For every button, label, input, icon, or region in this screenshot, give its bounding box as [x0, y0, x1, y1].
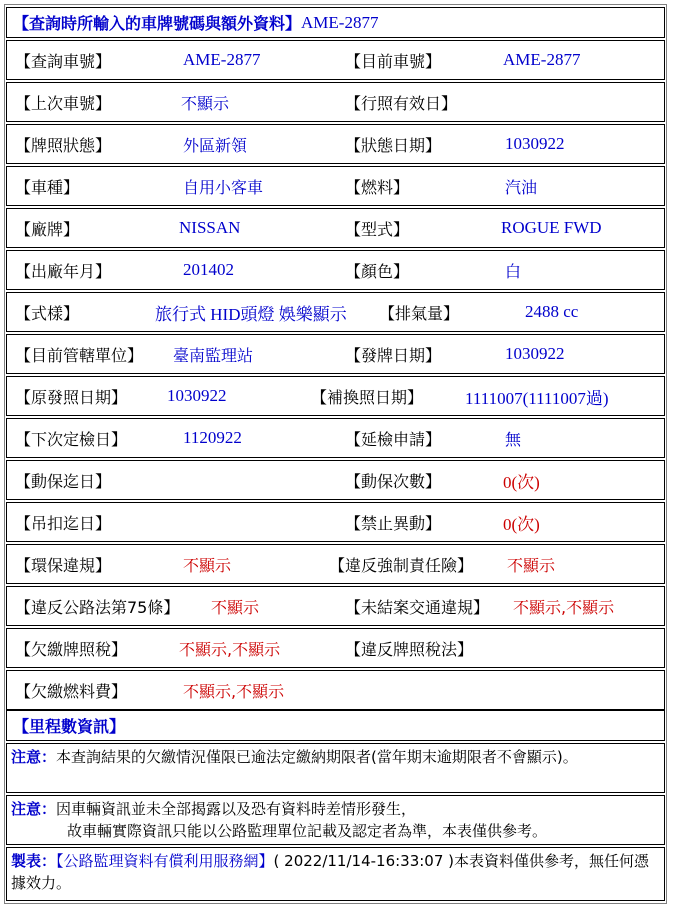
info-row	[6, 670, 665, 710]
field-label: 【上次車號】	[15, 93, 112, 113]
field-label: 【未結案交通違規】	[345, 597, 490, 617]
field-label: 【補換照日期】	[311, 387, 424, 407]
field-label: 【出廠年月】	[15, 261, 112, 281]
field-label: 【排氣量】	[379, 303, 460, 323]
field-label: 【違反牌照稅法】	[345, 639, 474, 659]
field-label: 【禁止異動】	[345, 513, 442, 533]
field-value: 不顯示	[183, 555, 232, 575]
field-label: 【式樣】	[15, 303, 80, 323]
field-value: 1030922	[167, 386, 227, 405]
note-1-key: 注意：	[11, 748, 57, 766]
info-row	[6, 418, 665, 458]
field-label: 【牌照狀態】	[15, 135, 112, 155]
note-2-line1: 因車輛資訊並未全部揭露以及恐有資料時差情形發生，	[56, 800, 417, 818]
note-3-key: 製表：	[11, 852, 57, 870]
field-value: 汽油	[505, 177, 538, 197]
field-label: 【型式】	[345, 219, 410, 239]
field-label: 【車種】	[15, 177, 80, 197]
note-3-timestamp: ( 2022/11/14-16:33:07 )	[273, 852, 455, 870]
info-row	[6, 82, 665, 122]
field-label: 【狀態日期】	[345, 135, 442, 155]
field-value: 不顯示,不顯示	[183, 681, 285, 701]
note-2-key: 注意：	[11, 800, 57, 818]
field-label: 【吊扣迄日】	[15, 513, 112, 533]
info-row	[6, 124, 665, 164]
field-value: 不顯示,不顯示	[179, 639, 281, 659]
field-value: 1120922	[183, 428, 242, 447]
info-row	[6, 208, 665, 248]
info-row	[6, 334, 665, 374]
field-value: 自用小客車	[183, 177, 264, 197]
field-value: 白	[505, 261, 522, 281]
field-label: 【查詢車號】	[15, 51, 112, 71]
field-value: 不顯示	[507, 555, 556, 575]
info-row	[6, 250, 665, 290]
note-3	[6, 847, 665, 901]
header-plate: AME-2877	[301, 12, 379, 32]
field-value: 201402	[183, 260, 234, 279]
field-value: NISSAN	[179, 218, 241, 237]
note-1	[6, 743, 665, 793]
note-2	[6, 795, 665, 845]
field-value: ROGUE FWD	[501, 218, 602, 237]
field-label: 【動保次數】	[345, 471, 442, 491]
field-value: 不顯示,不顯示	[513, 597, 615, 617]
note-3-source: 【公路監理資料有償利用服務網】	[56, 852, 274, 870]
info-row	[6, 40, 665, 80]
mileage-title: 【里程數資訊】	[13, 717, 126, 736]
header-row	[6, 7, 665, 38]
field-label: 【廠牌】	[15, 219, 80, 239]
field-value: 外區新領	[183, 135, 248, 155]
info-row	[6, 376, 665, 416]
field-value: 1111007(1111007過)	[465, 388, 609, 408]
info-row	[6, 544, 665, 584]
field-label: 【欠繳燃料費】	[15, 681, 128, 701]
field-label: 【下次定檢日】	[15, 429, 128, 449]
note-2-line2: 故車輛實際資訊只能以公路監理單位記載及認定者為準，本表僅供參考。	[67, 822, 548, 840]
page-title	[13, 8, 378, 37]
field-value: 旅行式 HID頭燈 娛樂顯示	[155, 304, 347, 324]
note-1-text: 本查詢結果的欠繳情況僅限已逾法定繳納期限者(當年期末逾期限者不會顯示)。	[56, 748, 578, 766]
field-value: 0(次)	[503, 514, 540, 534]
field-label: 【欠繳牌照稅】	[15, 639, 128, 659]
field-label: 【目前車號】	[345, 51, 442, 71]
field-value: 1030922	[505, 134, 565, 153]
info-row	[6, 460, 665, 500]
field-value: 2488 cc	[525, 302, 579, 321]
field-label: 【燃料】	[345, 177, 410, 197]
field-value: 臺南監理站	[173, 345, 254, 365]
mileage-row	[6, 710, 665, 741]
field-label: 【原發照日期】	[15, 387, 128, 407]
field-label: 【顏色】	[345, 261, 410, 281]
field-label: 【目前管轄單位】	[15, 345, 144, 365]
field-value: 無	[505, 429, 522, 449]
note-3-text: 本表資料僅供參考，無任何憑據效力。	[11, 852, 650, 892]
field-value: 不顯示	[211, 597, 260, 617]
field-value: AME-2877	[183, 50, 261, 69]
field-label: 【違反強制責任險】	[329, 555, 474, 575]
info-row	[6, 586, 665, 626]
field-value: 1030922	[505, 344, 565, 363]
info-row	[6, 628, 665, 668]
info-row	[6, 292, 665, 332]
field-label: 【延檢申請】	[345, 429, 442, 449]
page-title-text: 【查詢時所輸入的車牌號碼與額外資料】	[13, 14, 302, 33]
field-label: 【違反公路法第75條】	[15, 597, 180, 617]
field-label: 【環保違規】	[15, 555, 112, 575]
field-value: 不顯示	[181, 93, 230, 113]
field-label: 【發牌日期】	[345, 345, 442, 365]
field-label: 【行照有效日】	[345, 93, 458, 113]
field-value: 0(次)	[503, 472, 540, 492]
field-label: 【動保迄日】	[15, 471, 112, 491]
info-row	[6, 166, 665, 206]
field-value: AME-2877	[503, 50, 581, 69]
info-row	[6, 502, 665, 542]
